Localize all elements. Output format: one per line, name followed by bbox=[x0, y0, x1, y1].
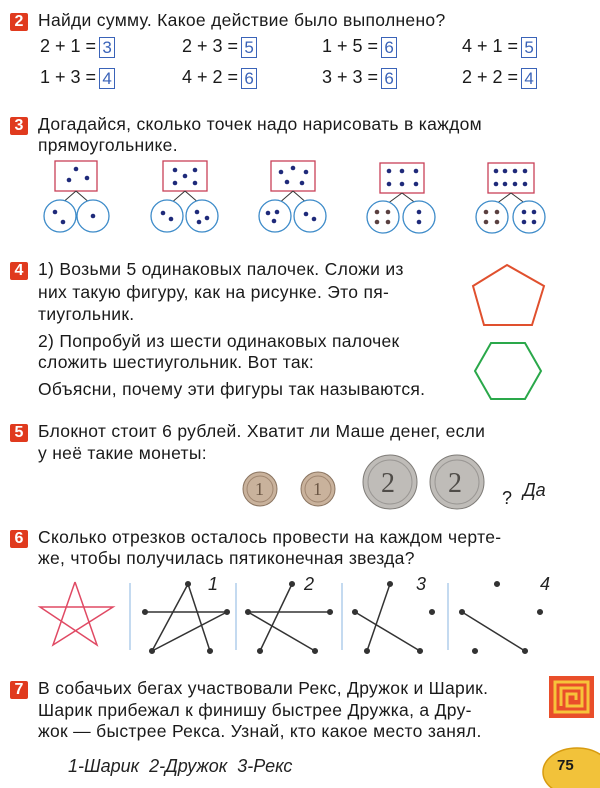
handwritten-answer: 1-Шарик 2-Дружок 3-Рекс bbox=[68, 756, 293, 776]
task-7-number: 7 bbox=[10, 681, 28, 699]
equation: 2 + 3 = 5 bbox=[182, 36, 257, 58]
task-4-text: тиугольник. bbox=[38, 304, 135, 324]
task-7-text: жок — быстрее Рекса. Узнай, кто какое место занял. bbox=[38, 721, 482, 741]
task-5-text: у неё такие монеты: bbox=[38, 443, 207, 463]
drawing-label-4: 4 bbox=[540, 574, 551, 594]
task-3-text-line-2: прямоугольнике. bbox=[38, 135, 178, 155]
dots-diagram-1 bbox=[44, 161, 109, 232]
coin-1 bbox=[243, 472, 277, 506]
pentagon-shape bbox=[473, 265, 544, 325]
equation: 1 + 5 = 6 bbox=[322, 36, 397, 58]
task-4-text: 2) Попробуй из шести одинаковых палочек bbox=[38, 331, 400, 351]
equation: 2 + 2 = 4 bbox=[462, 67, 537, 89]
task-4-text: 1) Возьми 5 одинаковых палочек. Сложи из bbox=[38, 259, 404, 279]
task-3-number: 3 bbox=[10, 117, 28, 135]
dots-diagram-3 bbox=[259, 161, 326, 232]
task-2-text: Найди сумму. Какое действие было выполнено? bbox=[38, 10, 446, 30]
equation: 4 + 2 = 6 bbox=[182, 67, 257, 89]
coin-4 bbox=[430, 455, 484, 509]
dots-diagram-5 bbox=[476, 163, 545, 233]
task-3-text-line-1: Догадайся, сколько точек надо нарисовать в каждом bbox=[38, 114, 482, 134]
svg-text:1: 1 bbox=[255, 479, 264, 499]
task-6-text: же, чтобы получилась пятиконечная звезда? bbox=[38, 548, 415, 568]
equation: 2 + 1 = 3 bbox=[40, 36, 115, 58]
hexagon-shape bbox=[475, 343, 541, 399]
task-7-text: В собачьих бегах участвовали Рекс, Дружок и Шарик. bbox=[38, 678, 489, 698]
equation: 1 + 3 = 4 bbox=[40, 67, 115, 89]
drawing-label-1: 1 bbox=[208, 574, 219, 594]
coin-3 bbox=[363, 455, 417, 509]
dots-diagram-2 bbox=[151, 161, 218, 232]
star-drawing-4 bbox=[460, 582, 543, 654]
svg-text:2: 2 bbox=[381, 468, 395, 499]
task-7-text: Шарик прибежал к финишу быстрее Дружка, а Дру- bbox=[38, 700, 472, 720]
drawing-label-3: 3 bbox=[416, 574, 427, 594]
equation: 4 + 1 = 5 bbox=[462, 36, 537, 58]
task-4-text: них такую фигуру, как на рисунке. Это пя- bbox=[38, 282, 390, 302]
handwritten-answer: Да bbox=[523, 480, 546, 500]
svg-text:1: 1 bbox=[313, 479, 322, 499]
task-5-number: 5 bbox=[10, 424, 28, 442]
coin-2 bbox=[301, 472, 335, 506]
drawing-label-2: 2 bbox=[304, 574, 315, 594]
dots-diagram-4 bbox=[367, 163, 435, 233]
star-drawing-2 bbox=[246, 582, 333, 654]
svg-text:2: 2 bbox=[448, 468, 462, 499]
task-5-text: Блокнот стоит 6 рублей. Хватит ли Маше денег, если bbox=[38, 421, 486, 441]
page-number: 75 bbox=[557, 757, 574, 774]
task-2-number: 2 bbox=[10, 13, 28, 31]
star-full bbox=[40, 582, 113, 645]
task-4-text: сложить шестиугольник. Вот так: bbox=[38, 352, 314, 372]
question-mark: ? bbox=[502, 488, 513, 508]
task-6-text: Сколько отрезков осталось провести на каждом черте- bbox=[38, 527, 502, 547]
equation: 3 + 3 = 6 bbox=[322, 67, 397, 89]
task-4-number: 4 bbox=[10, 262, 28, 280]
task-4-text: Объясни, почему эти фигуры так называются. bbox=[38, 379, 426, 399]
task-6-number: 6 bbox=[10, 530, 28, 548]
